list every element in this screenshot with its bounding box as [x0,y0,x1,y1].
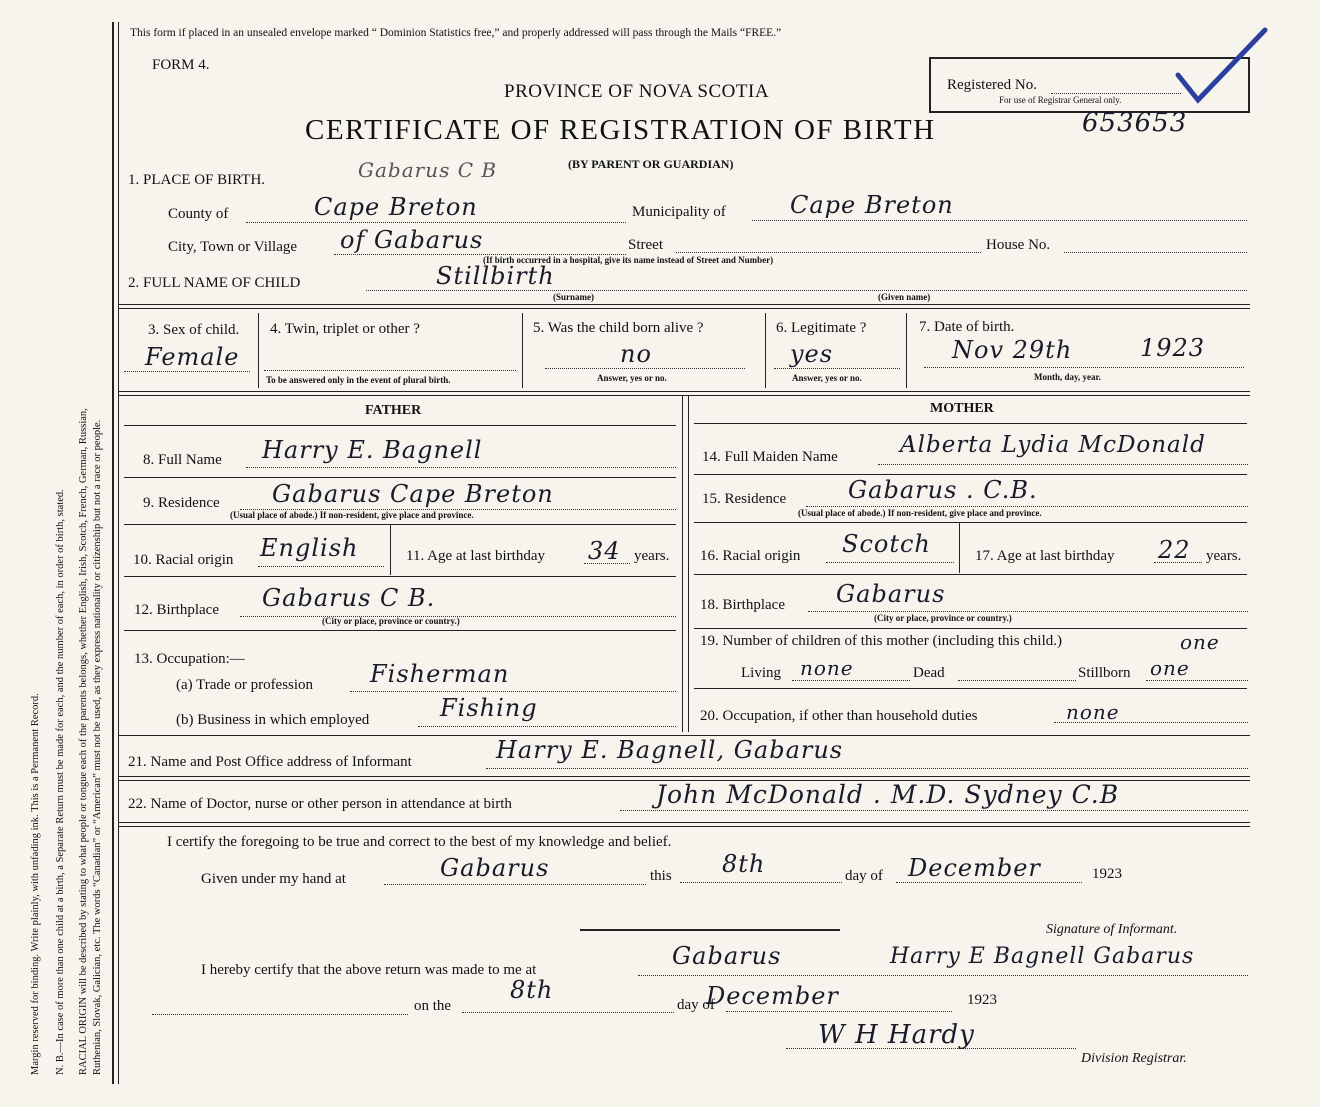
inner-border-left [118,22,119,1084]
cell-divider [906,313,907,388]
father-residence-label: 9. Residence [143,495,220,511]
cell-divider [959,523,960,573]
row-divider [694,628,1247,629]
twin-label: 4. Twin, triplet or other ? [270,321,420,337]
dead-label: Dead [913,665,945,681]
column-divider [682,396,683,732]
father-business-label: (b) Business in which employed [176,712,370,728]
twin-note: To be answered only in the event of plural birth. [266,375,451,385]
month-value: December [908,854,1041,882]
reg-month-value: December [706,982,839,1010]
father-name-value: Harry E. Bagnell [262,436,483,464]
reg-day-line [462,1012,674,1013]
mother-occupation-value: none [1066,700,1120,724]
signature-label: Signature of Informant. [1046,922,1178,937]
father-name-label: 8. Full Name [143,452,222,468]
mother-racial-label: 16. Racial origin [700,548,801,564]
mother-age-label: 17. Age at last birthday [975,548,1115,564]
reg-day-of-label: day of [677,997,715,1013]
sex-label: 3. Sex of child. [148,322,240,338]
child-name-value: Stillbirth [436,262,555,290]
cell-divider [390,525,391,575]
dob-note: Month, day, year. [1034,372,1101,382]
father-trade-label: (a) Trade or profession [176,677,314,693]
row-divider [124,630,676,631]
legitimate-line [774,368,900,369]
mother-name-label: 14. Full Maiden Name [702,449,838,465]
margin-note-1: Margin reserved for binding. Write plainly, with unfading ink. This is a Permanent Record. [30,693,41,1075]
row-divider [694,688,1247,689]
mother-racial-line [826,562,954,563]
row-divider [694,474,1247,475]
registrar-line [638,975,1248,976]
father-racial-line [258,566,384,567]
mother-name-value: Alberta Lydia McDonald [900,432,1206,458]
day-value: 8th [722,850,766,878]
sex-value: Female [145,343,240,371]
doctor-value: John McDonald . M.D. Sydney C.B [656,780,1120,809]
row-divider [124,425,676,426]
row-divider [694,574,1247,575]
father-age-label: 11. Age at last birthday [406,548,545,564]
stillborn-line [1146,680,1248,681]
signature-rule [580,929,840,931]
province-heading: PROVINCE OF NOVA SCOTIA [504,81,770,102]
living-label: Living [741,665,781,681]
mother-name-line [878,464,1248,465]
on-the-line-left [152,1014,408,1015]
mother-years-label: years. [1206,548,1242,564]
check-mark-icon [1170,25,1270,110]
dob-label: 7. Date of birth. [919,319,1015,335]
mother-residence-line [806,506,1248,507]
column-divider [688,396,689,732]
cell-divider [522,313,523,388]
mother-residence-note: (Usual place of abode.) If non-resident, give place and province. [798,508,1042,518]
alive-answer-note: Answer, yes or no. [597,373,667,383]
informant-line [486,768,1248,769]
dead-line [958,680,1076,681]
dob-line [924,367,1244,368]
registered-label: Registered No. [947,77,1037,93]
city-label: City, Town or Village [168,239,298,255]
father-racial-label: 10. Racial origin [133,552,234,568]
given-place-line [384,884,646,885]
reg-month-line [726,1011,952,1012]
place-note-value: Gabarus C B [358,158,498,182]
on-the-label: on the [414,998,452,1014]
informant-signature: Harry E Bagnell Gabarus [890,944,1195,969]
father-business-value: Fishing [440,694,538,722]
mother-residence-value: Gabarus . C.B. [848,476,1038,504]
county-line [246,222,626,223]
child-name-line [366,290,1247,291]
certify-statement: I certify the foregoing to be true and correct to the best of my knowledge and belief. [167,834,672,850]
divider [118,822,1250,827]
municipality-label: Municipality of [632,204,726,220]
father-trade-line [350,691,676,692]
father-birthplace-note: (City or place, province or country.) [322,616,460,626]
municipality-line [752,220,1247,221]
municipality-value: Cape Breton [790,191,954,219]
doctor-line [620,810,1248,811]
county-value: Cape Breton [314,193,478,221]
reg-day-value: 8th [510,976,554,1004]
row-divider [124,576,676,577]
form-number: FORM 4. [152,57,210,73]
registered-line [1051,93,1181,94]
dob-value: Nov 29th [952,336,1073,364]
surname-note: (Surname) [553,292,594,302]
outer-border-left [112,22,114,1084]
margin-note-3: RACIAL ORIGIN will be described by stating to what people or tongue each of the parents belongs, whether English, Irish, Scotch, French, German, Russian, [78,408,89,1075]
mother-age-value: 22 [1158,536,1191,564]
legitimate-answer-note: Answer, yes or no. [792,373,862,383]
registrar-place: Gabarus [672,942,782,970]
registrar-title: Division Registrar. [1081,1051,1187,1066]
father-racial-value: English [260,534,359,562]
twin-line [264,370,516,371]
mother-residence-label: 15. Residence [702,491,787,507]
row-divider [694,423,1247,424]
father-years-label: years. [634,548,670,564]
divider [118,304,1250,309]
informant-value: Harry E. Bagnell, Gabarus [496,736,844,764]
alive-label: 5. Was the child born alive ? [533,320,704,336]
day-line [680,882,842,883]
hospital-note: (If birth occurred in a hospital, give its name instead of Street and Number) [483,255,774,265]
mother-heading: MOTHER [930,401,994,416]
alive-value: no [620,340,652,368]
this-label: this [650,868,672,884]
divider [118,391,1250,396]
stillborn-label: Stillborn [1078,665,1131,681]
legitimate-label: 6. Legitimate ? [776,320,867,336]
father-age-value: 34 [588,537,621,565]
alive-line [545,368,745,369]
house-label: House No. [986,237,1051,253]
mail-notice: This form if placed in an unsealed envelope marked “ Dominion Statistics free,” and properly addressed will pass through the Mails “FREE.” [130,27,782,39]
father-residence-value: Gabarus Cape Breton [272,480,554,508]
mother-birthplace-value: Gabarus [836,580,946,608]
given-label: Given under my hand at [201,871,346,887]
mother-birthplace-label: 18. Birthplace [700,597,785,613]
page-subtitle: (BY PARENT OR GUARDIAN) [568,157,734,171]
mother-children-value: one [1180,630,1220,654]
living-value: none [800,656,854,680]
given-name-note: (Given name) [878,292,931,302]
stillborn-value: one [1150,656,1190,680]
margin-note-4: Ruthenian, Slovak, Galician, etc. The words “Canadian” or “American” must not be used, as they express nationality or citizenship but not a race or people. [92,419,103,1075]
month-line [896,882,1082,883]
registrar-statement: I hereby certify that the above return was made to me at [201,962,537,978]
father-birthplace-value: Gabarus C B. [262,584,436,612]
mother-birthplace-line [808,611,1248,612]
year-value: 1923 [1092,866,1122,882]
mother-occupation-label: 20. Occupation, if other than household duties [700,708,978,724]
cell-divider [765,313,766,388]
margin-note-2: N. B.—In case of more than one child at a birth, a Separate Return must be made for each, and the number of each, in order of birth, stated. [55,489,66,1075]
dob-year: 1923 [1140,334,1206,362]
child-name-label: 2. FULL NAME OF CHILD [128,275,301,291]
row-divider [124,524,676,525]
place-of-birth-label: 1. PLACE OF BIRTH. [128,172,266,188]
father-heading: FATHER [365,403,422,418]
street-line [676,252,981,253]
page-title: CERTIFICATE OF REGISTRATION OF BIRTH [305,114,936,146]
living-line [792,680,910,681]
father-birthplace-label: 12. Birthplace [134,602,219,618]
father-residence-note: (Usual place of abode.) If non-resident, give place and province. [230,510,474,520]
father-business-line [418,726,676,727]
sex-line [124,371,250,372]
registrar-note: For use of Registrar General only. [999,95,1122,105]
city-value: of Gabarus [340,226,484,254]
informant-label: 21. Name and Post Office address of Informant [128,754,412,770]
given-place-value: Gabarus [440,854,550,882]
cell-divider [258,313,259,388]
house-line [1064,252,1247,253]
row-divider [694,522,1247,523]
father-occupation-label: 13. Occupation:— [134,651,245,667]
cert-number: 653653 [1082,108,1188,138]
legitimate-value: yes [790,340,834,368]
mother-children-label: 19. Number of children of this mother (including this child.) [700,633,1063,649]
reg-year-value: 1923 [967,992,997,1008]
mother-birthplace-note: (City or place, province or country.) [874,613,1012,623]
registrar-signature: W H Hardy [818,1020,975,1050]
doctor-label: 22. Name of Doctor, nurse or other person in attendance at birth [128,796,512,812]
row-divider [124,477,676,478]
father-trade-value: Fisherman [370,660,510,688]
day-of-label: day of [845,868,883,884]
county-label: County of [168,206,229,222]
father-name-line [246,467,676,468]
street-label: Street [628,237,663,253]
mother-racial-value: Scotch [842,530,931,558]
